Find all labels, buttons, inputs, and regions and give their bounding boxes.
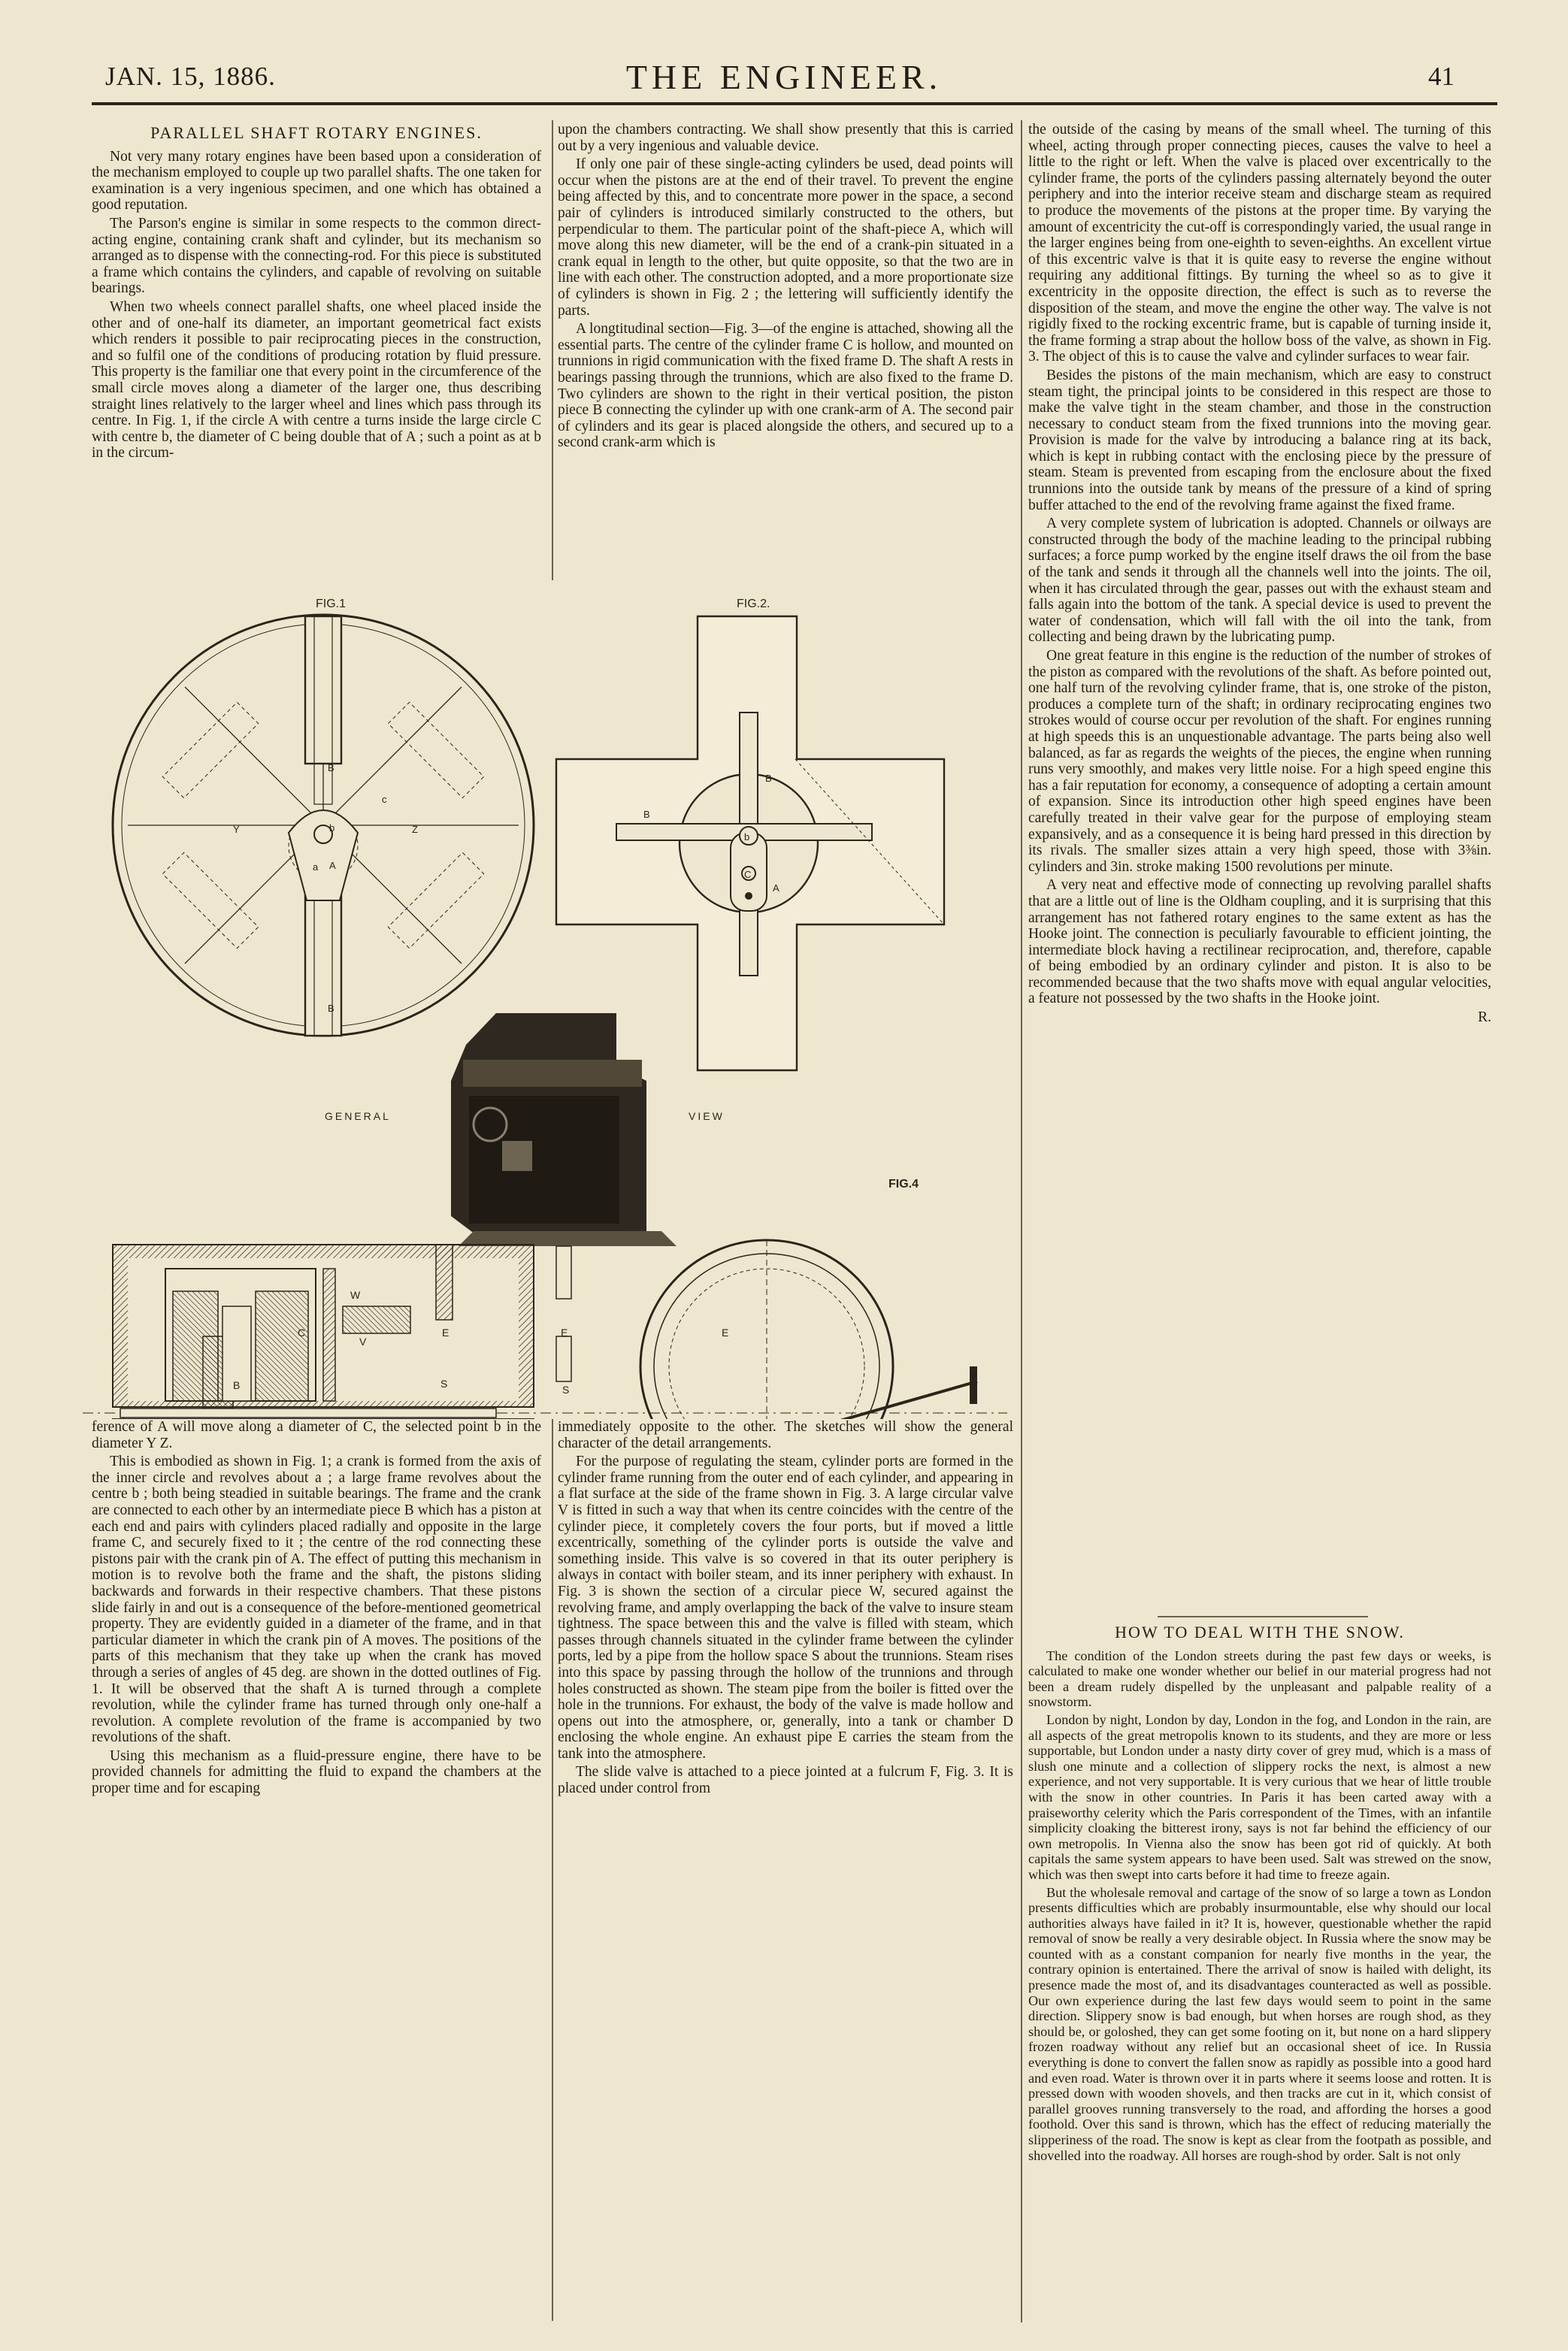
fig3-letter-V: V (359, 1336, 367, 1348)
paragraph: But the wholesale removal and cartage of the snow of so large a town as London presents difficulties which are probably insurmountable, else why should our local authorities always have failed in it? It is, however, questionable whether the rapid removal of snow be really a very desirable object. In Russia where the snow may be counted with as a constant companion for nearly five months in the year, the contrary opinion is entertained. There the arrival of snow is hailed with delight, its presence made the most of, and its disadvantages counteracted as well as possible. Our own experience during the last few days would seem to point in the same direction. Slippery snow is bad enough, but when horses are rough shod, as they should be, or goloshed, they can get some footing on it, but none on a hard slippery frozen roadway without any relief but an occasional sheet of ice. In Russia everything is done to convert the fallen snow as rapidly as possible into a good hard and even road. Water is thrown over it in parts where it seems loose and rotten. It is pressed down with wooden shovels, and then tracks are cut in it, which consist of parallel grooves running transversely to the road, and affording the horses a good foothold. Over this sand is thrown, which has the effect of reducing materially the slipperiness of the road. The snow is kept as clear from the footpath as possible, and shovelled into the roadway. All horses are rough-shod by order. Salt is not only (1028, 1884, 1491, 2163)
fig3-letter-E2: E (561, 1327, 568, 1339)
fig3-letter-C: C (298, 1327, 306, 1339)
cylinder-bottom (305, 888, 341, 1036)
engine-drawings (75, 585, 1030, 1419)
fig1-letter-A: A (329, 860, 336, 871)
fig3-letter-S2: S (440, 1378, 448, 1390)
paragraph: The slide valve is attached to a piece jointed at a fulcrum F, Fig. 3. It is placed under control from (558, 1764, 1013, 1797)
fig1-letter-Z: Z (412, 824, 418, 835)
paragraph: immediately opposite to the other. The sketches will show the general character of the detail arrangements. (558, 1419, 1013, 1451)
fig1-letter-Y: Y (233, 824, 240, 835)
paragraph: Besides the pistons of the main mechanism, which are easy to construct steam tight, the principal joints to be considered in this respect are those to make the valve tight in the steam chamber, and those in the construction necessary to conduct steam from the fixed trunnions into the moving gear. Provision is made for the valve by introducing a balance ring at its back, which is kept in rubbing contact with the enclosing piece by the pressure of steam. Steam is prevented from escaping from the enclosure about the fixed trunnions into the outside tank by means of the pressure of a kind of spring buffer attached to the end of the revolving frame against the fixed frame. (1028, 367, 1491, 513)
fig2-letter-b: b (744, 831, 750, 843)
fig1-label: FIG.1 (316, 598, 347, 610)
figure-2 (556, 598, 944, 1070)
paragraph: The Parson's engine is similar in some respects to the common direct-acting engine, containing crank shaft and cylinder, but its mechanism so arranged as to dispense with the connecting-rod. For this piece is substituted a frame which contains the cylinders, and capable of revolving on suitable bearings. (92, 215, 541, 297)
valve-W (323, 1269, 335, 1401)
engine-figures (75, 585, 1030, 1419)
paragraph: The condition of the London streets during the past few days or weeks, is calculated to make one wonder whether our belief in our material progress had not been a dream rudely dispelled by the unpleasant and palpable reality of a snowstorm. (1028, 1648, 1491, 1710)
author-signature: R. (1478, 1009, 1491, 1026)
figure-3-end-view (640, 1240, 977, 1419)
paragraph: One great feature in this engine is the reduction of the number of strokes of the piston as compared with the revolutions of the shaft. As before pointed out, one half turn of the revolving cylinder frame, that is, one stroke of the piston, produces a complete turn of the shaft; in ordinary reciprocating engines two strokes would of course occur per revolution of the shaft. For engines running at high speeds this is an unquestionable advantage. The parts being also well balanced, as far as regards the weights of the pieces, the engine when running runs very smoothly, and makes very little noise. For a high speed engine this has a fair reputation for economy, a consequence of adopting a certain amount of expansion. Since its introduction other high speed engines have been carefully treated in their valve gear for the purpose of employing steam expansively, and as a consequence it is being hard pressed in this direction by its rivals. The smaller sizes attain a very high speed, those with 3⅜in. cylinders and 3in. stroke making 1500 revolutions per minute. (1028, 648, 1491, 875)
exhaust-pipe-E (556, 1246, 571, 1299)
article-title: PARALLEL SHAFT ROTARY ENGINES. (150, 123, 483, 142)
page-header (0, 0, 1568, 96)
end-view-letter-E: E (722, 1327, 729, 1339)
article-column-3 (1028, 122, 1491, 1614)
paragraph: This is embodied as shown in Fig. 1; a crank is formed from the axis of the inner circle and revolves about a ; a large frame revolves about the centre b ; both being steadied in suitable bearings. The frame and the crank are connected to each other by an intermediate piece B which has a piston at each end and pairs with cylinders placed radially and opposite in the large frame C, and securely fixed to it ; the centre of the rod connecting these pistons pair with the crank pin of A. The effect of putting this mechanism in motion is to revolve both the frame and the shaft, the pistons sliding backwards and forwards in their respective chambers. That these pistons slide fairly in and out is a consequence of the before-mentioned geometrical property. They are evidently guided in a diameter of the frame, and in that particular diameter in which the crank pin of A moves. The positions of the parts of this mechanism that they take up when the crank has moved through a series of angles of 45 deg. are shown in the dotted outlines of Fig. 1. It will be observed that the shaft A is turned through a complete revolution, while the cylinder frame has turned through only one-half a revolution. A complete revolution of the frame is accompanied by two revolutions of the shaft. (92, 1454, 541, 1746)
article-column-2-bottom (558, 1419, 1013, 2328)
issue-date: JAN. 15, 1886. (105, 62, 276, 91)
fig2-label: FIG.2. (737, 598, 770, 610)
fig2-letter-B2: B (643, 809, 650, 820)
snow-article (1028, 1622, 1491, 2328)
shaft-A (120, 1408, 496, 1418)
article-column-2-top (558, 122, 1013, 582)
paragraph: upon the chambers contracting. We shall show presently that this is carried out by a very ingenious and valuable device. (558, 122, 1013, 154)
fig1-letter-a: a (313, 861, 319, 873)
fig2-letter-B: B (765, 773, 772, 784)
fig1-letter-c: c (382, 794, 387, 805)
fig1-letter-b: b (329, 822, 335, 834)
fig3-letter-E: E (442, 1327, 450, 1339)
journal-title: THE ENGINEER. (625, 58, 943, 96)
paragraph: If only one pair of these single-acting cylinders be used, dead points will occur when the pistons are at the end of their travel. To prevent the engine being affected by this, and to concentrate more power in the space, a second pair of cylinders is introduced similarly constructed to the others, but perpendicular to them. The particular point of the shaft-piece A, which will move along this new diameter, will be the end of a crank-pin situated in a crank equal in length to the other, but quite opposite, so that the two are in line with each other. The construction adopted, and a more proportionate size of cylinders is shown in Fig. 2 ; the lettering will sufficiently identify the parts. (558, 156, 1013, 319)
steam-pipe-S (556, 1336, 571, 1381)
fig3-letter-B: B (233, 1379, 241, 1391)
snow-article-title: HOW TO DEAL WITH THE SNOW. (1115, 1623, 1405, 1641)
paragraph: London by night, London by day, London in the fog, and London in the rain, are all aspects of the great metropolis known to its students, and they are more or less supportable, but London under a nasty dirty cover of grey mud, which is a mass of slush one minute and a collection of slippery rocks the next, is almost a new experience, and not very supportable. It is very curious that we hear of little trouble with the snow in other countries. In Paris it has been carted away with a praiseworthy celerity which the Paris correspondent of the Times, with an infantile simplicity cloaking the bitterest irony, says is not far behind the efficiency of our own metropolis. In Vienna also the snow has been got rid of quickly. At both capitals the same system appears to have been used. Salt was strewed on the snow, which was then swept into carts before it had time to freeze again. (1028, 1711, 1491, 1882)
figure-1 (113, 598, 534, 1036)
view-label: VIEW (689, 1110, 725, 1122)
paragraph: ference of A will move along a diameter of C, the selected point b in the diameter Y Z. (92, 1419, 541, 1451)
article-column-1-top (92, 122, 541, 582)
paragraph: Not very many rotary engines have been based upon a consideration of the mechanism employed to couple up two parallel shafts. The one taken for examination is a very ingenious specimen, and one which has obtained a good reputation. (92, 148, 541, 213)
paragraph: A very neat and effective mode of connecting up revolving parallel shafts that are a little out of line is the Oldham coupling, and it is surprising that this arrangement has not fathered rotary engines to the same extent as has the Hooke joint. The connection is peculiarly favourable to efficient jointing, the intermediate block having a rectilinear reciprocation, and, therefore, capable of being embodied by an ordinary cylinder and piston. It is also to be recommended because that the two shafts move with equal angular velocities, a feature not possessed by the two shafts in the Hooke joint. (1028, 877, 1491, 1007)
paragraph: Using this mechanism as a fluid-pressure engine, there have to be provided channels for admitting the fluid to expand the chambers at the proper time and for escaping (92, 1747, 541, 1797)
figure-4-general-view (325, 1013, 919, 1246)
fig1-letter-B2: B (328, 1003, 334, 1014)
paragraph: the outside of the casing by means of the small wheel. The turning of this wheel, acting through proper connecting pieces, causes the valve to heel a little to the right or left. When the valve is placed over excentrically to the cylinder frame, the ports of the cylinders passing alternately beyond the outer periphery and into the interior receive steam and discharge steam as required to produce the movements of the pistons at the proper time. By varying the amount of excentricity the cut-off is correspondingly varied, the usual range in the larger engines being from one-eighth to seven-eighths. An excellent virtue of this excentric valve is that it is quite easy to reverse the engine without requiring any additional fittings. By turning the wheel so as to give it excentricity in the opposite direction, the effect is such as to reverse the disposition of the steam, and move the engine the other way. The valve is not rigidly fixed to the rocking excentric frame, but is capable of turning inside it, the frame forming a strap about the hollow boss of the valve, as shown in Fig. 3. The object of this is to cause the valve and cylinder surfaces to wear fair. (1028, 122, 1491, 365)
fig4-label: FIG.4 (888, 1178, 919, 1191)
fig1-letter-B: B (328, 762, 334, 773)
fig2-letter-C: C (744, 869, 752, 880)
column-divider (552, 1419, 553, 2321)
fig2-letter-A: A (773, 882, 779, 894)
page-number: 41 (1428, 62, 1454, 91)
figure-3-section (83, 1245, 1007, 1419)
article-divider (1158, 1616, 1368, 1617)
fig3-letter-W: W (350, 1289, 361, 1301)
article-column-1-bottom (92, 1419, 541, 2328)
paragraph: A very complete system of lubrication is adopted. Channels or oilways are constructed through the body of the machine leading to the principal rubbing surfaces; a force pump worked by the engine itself draws the oil from the base of the tank and sends it through all the channels well into the joints. The oil, when it has circulated through the gear, passes out with the exhaust steam and falls again into the bottom of the tank. A special device is used to prevent the water of condensation, which will fall with the oil into the tank, from collecting and being drawn by the lubricating pump. (1028, 516, 1491, 646)
cylinder-top (305, 616, 341, 764)
column-divider (552, 120, 553, 580)
header-rule (92, 102, 1497, 105)
paragraph: When two wheels connect parallel shafts, one wheel placed inside the other and of one-half its diameter, an important geometrical fact exists which renders it possible to pair reciprocating pieces in the construction, and so fulfil one of the conditions of producing rotation by fluid pressure. This property is the familiar one that every point in the circumference of the small circle moves along a diameter of the larger one, thus describing straight lines relatively to the larger wheel and lines which pass through its centre. In Fig. 1, if the circle A with centre a turns inside the large circle C with centre b, the diameter of C being double that of A ; such a point as at b in the circum- (92, 298, 541, 461)
paragraph: For the purpose of regulating the steam, cylinder ports are formed in the cylinder frame running from the outer end of each cylinder, and appearing in a flat surface at the side of the frame shown in Fig. 3. A large circular valve V is fitted in such a way that when its centre coincides with the centre of the cylinder piece, it completely covers the four ports, but if moved a little excentrically, something of the cylinder ports is outside the valve and something inside. This valve is so covered in that its outer periphery is always in contact with boiler steam, and its inner periphery with exhaust. In Fig. 3 is shown the section of a circular piece W, secured against the revolving frame, and amply overlapping the back of the valve to insure steam tightness. The space between this and the valve is filled with steam, which passes through channels situated in the cylinder frame between the cylinder ports, led by a pipe from the hollow space S about the trunnions. Steam rises into this space by passing through the hollow of the trunnions and through holes constructed as shown. The steam pipe from the boiler is fitted over the hole in the trunnions. For exhaust, the body of the valve is made hollow and opens out into the atmosphere, or, generally, into a tank or chamber D enclosing the whole engine. An exhaust pipe E carries the steam from the tank into the atmosphere. (558, 1454, 1013, 1762)
paragraph: A longtitudinal section—Fig. 3—of the engine is attached, showing all the essential parts. The centre of the cylinder frame C is hollow, and mounted on trunnions in rigid communication with the fixed frame D. The shaft A rests in bearings passing through the trunnions, which are also fixed to the frame D. Two cylinders are shown to the right in their vertical position, the piston piece B connecting the cylinder up with one crank-arm of A. The second pair of cylinders and its gear is placed alongside the others, and secured up to a second crank-arm which is (558, 321, 1013, 451)
general-label: GENERAL (325, 1110, 391, 1122)
fig3-letter-S: S (562, 1384, 570, 1396)
